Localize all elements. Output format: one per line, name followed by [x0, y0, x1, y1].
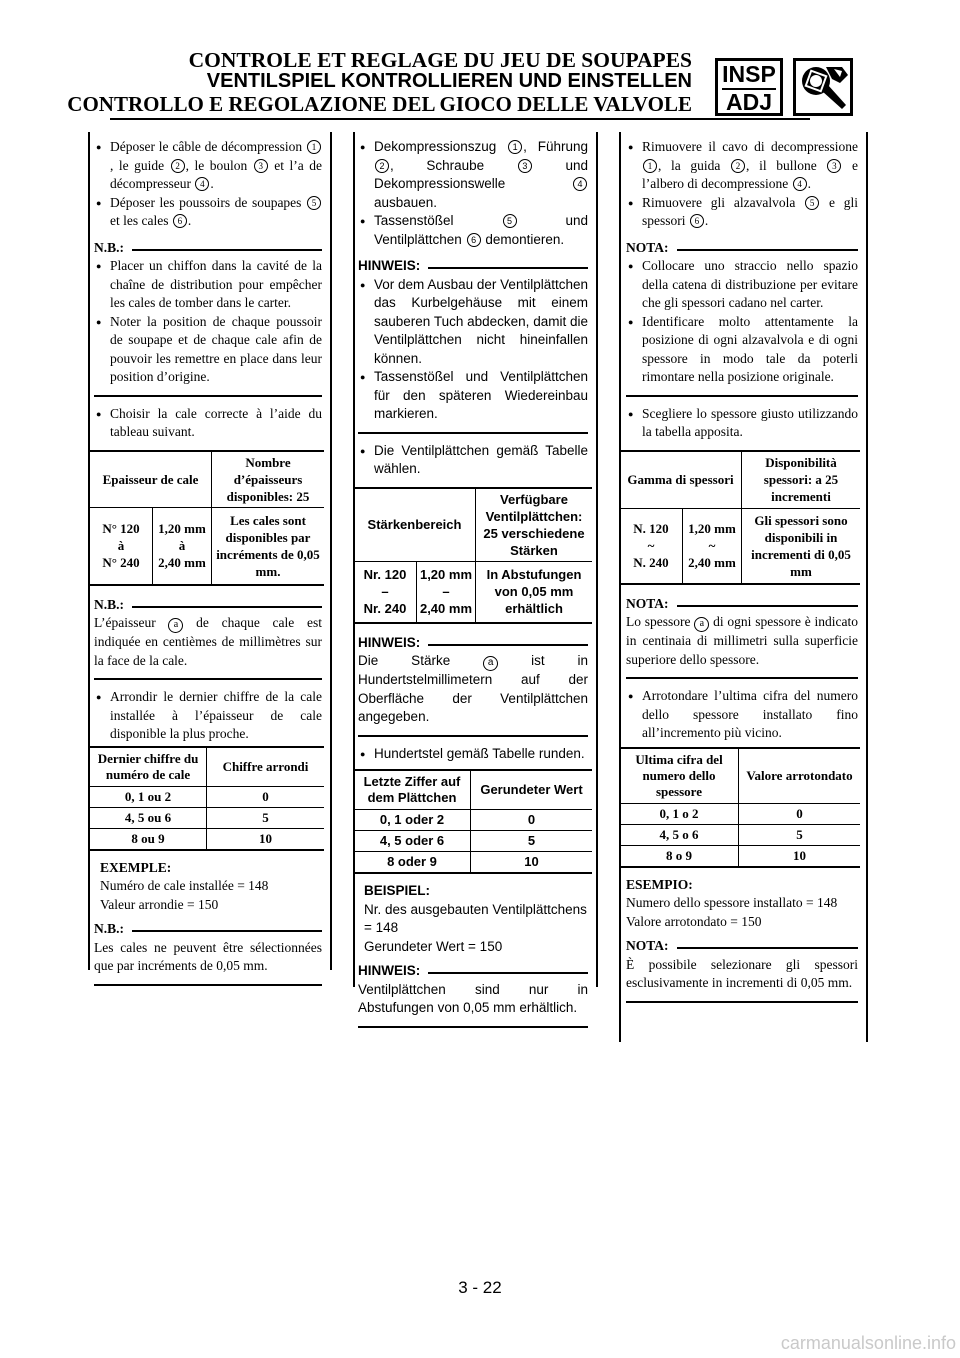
title-french: CONTROLE ET REGLAGE DU JEU DE SOUPAPES	[188, 48, 692, 72]
fr-step-3: ● Choisir la cale correcte à l’aide du tableau suivant.	[94, 405, 322, 442]
it-step-2: ● Rimuovere gli alzavalvola 5 e gli spessori 6 .	[626, 194, 858, 231]
fr-note-2-text: L’épaisseur a de chaque cale est indiquée en centièmes de millimètres sur la face de la cale.	[94, 615, 322, 668]
fr-rounding-header-2: Chiffre arrondi	[207, 747, 325, 787]
de-note-2-end-rule	[358, 735, 588, 737]
de-note-2-heading: HINWEIS:	[358, 634, 588, 653]
callout-6: 6	[173, 214, 187, 228]
it-note-3-heading: NOTA:	[626, 937, 858, 956]
de-shim-range: Nr. 120 – Nr. 240	[354, 561, 417, 623]
fr-note-3-heading: N.B.:	[94, 920, 322, 939]
it-note-1-item-1: ● Collocare uno straccio nello spazio della catena di distribuzione per evitare che gli spessori cadano nel carter.	[626, 257, 858, 313]
fr-rounding-table	[90, 746, 324, 851]
de-step-3: ● Die Ventilplättchen gemäß Tabelle wählen.	[358, 442, 588, 479]
callout-1: 1	[307, 140, 321, 154]
fr-example: EXEMPLE: Numéro de cale installée = 148 Valeur arrondie = 150	[100, 859, 269, 912]
fr-shim-table-header-1: Epaisseur de cale	[90, 451, 212, 508]
it-note-1-heading: NOTA:	[626, 239, 858, 258]
column-french	[94, 138, 322, 994]
fr-note-1-end-rule	[94, 395, 322, 397]
title-italian: CONTROLLO E REGOLAZIONE DEL GIOCO DELLE VALVOLE	[67, 92, 692, 116]
de-shim-table	[354, 487, 592, 624]
fr-shim-thickness: 1,20 mm à 2,40 mm	[153, 507, 212, 585]
callout-3: 3	[254, 159, 268, 173]
col1-right-rule	[330, 132, 332, 970]
fr-note-2-heading: N.B.:	[94, 596, 322, 615]
it-note-3-end-rule	[626, 1001, 858, 1003]
it-rounding-table	[620, 747, 860, 868]
col3-left-rule	[619, 132, 621, 1042]
it-note-2-end-rule	[626, 677, 858, 679]
table-row: 8 o 9 10	[620, 845, 860, 867]
header-rule	[110, 118, 810, 120]
de-note-1-item-1: ● Vor dem Ausbau der Ventilplättchen das Kurbelgehäuse mit einem sauberen Tuch abdecken, damit die Ventilplättchen nicht hineinfallen können.	[358, 276, 588, 369]
page-number: 3 - 22	[458, 1278, 502, 1297]
de-note-1-item-2: ● Tassenstößel und Ventilplättchen für den späteren Wiedereinbau markieren.	[358, 368, 588, 424]
de-shim-table-header-2: Verfügbare Ventilplättchen: 25 verschiedene Stärken	[476, 488, 593, 562]
it-note-2-heading: NOTA:	[626, 595, 858, 614]
title-german: VENTILSPIEL KONTROLLIEREN UND EINSTELLEN	[206, 70, 692, 92]
it-note-1-end-rule	[626, 395, 858, 397]
page-header	[0, 0, 960, 130]
de-step-4: ● Hundertstel gemäß Tabelle runden.	[358, 745, 588, 764]
callout-4: 4	[195, 177, 209, 191]
fr-note-1-item-1: ● Placer un chiffon dans la cavité de la chaîne de distribution pour empêcher les cales de tomber dans le carter.	[94, 257, 322, 313]
fr-step-1: ● Déposer le câble de décompression 1, le guide 2 , le boulon 3 et l’a de décompresseur 4 .	[94, 138, 322, 194]
fr-shim-table	[90, 450, 324, 586]
it-step-4: ● Arrotondare l’ultima cifra del numero dello spessore installato fino all’incremento più vicino.	[626, 687, 858, 743]
table-row: 4, 5 oder 6 5	[354, 831, 592, 852]
it-note-2-text: Lo spessore a di ogni spessore è indicato in centinaia di millimetri sulla superficie superiore dello spessore.	[626, 614, 858, 667]
de-shim-table-header-1: Stärkenbereich	[354, 488, 476, 562]
de-step-2: ● Tassenstößel 5 und Ventilplättchen 6 demontieren.	[358, 212, 588, 249]
it-note-1-item-2: ● Identificare molto attentamente la posizione di ogni alzavalvola e di ogni spessore in modo tale da poterli rimontare nella posizione originale.	[626, 313, 858, 387]
fr-shim-increments: Les cales sont disponibles par incréments de 0,05 mm.	[212, 507, 325, 585]
it-rounding-header-2: Valore arrotondato	[739, 748, 861, 804]
table-row: 8 oder 9 10	[354, 852, 592, 874]
de-note-3-text: Ventilplättchen sind nur in Abstufungen von 0,05 mm erhältlich.	[358, 981, 588, 1015]
fr-step-2: ● Déposer les poussoirs de soupapes 5 et les cales 6 .	[94, 194, 322, 231]
fr-note-3-text: Les cales ne peuvent être sélectionnées que par incréments de 0,05 mm.	[94, 939, 322, 973]
it-shim-range: N. 120 ~ N. 240	[620, 508, 683, 584]
it-rounding-header-1: Ultima cifra del numero dello spessore	[620, 748, 739, 804]
de-rounding-header-2: Gerundeter Wert	[471, 770, 593, 810]
insp-adj-badge	[715, 58, 783, 116]
it-shim-thickness: 1,20 mm ~ 2,40 mm	[683, 508, 742, 584]
it-shim-table-header-2: Disponibilità spessori: a 25 incrementi	[742, 451, 861, 509]
wrench-and-socket-icon	[793, 58, 853, 116]
it-step-3: ● Scegliere lo spessore giusto utilizzando la tabella apposita.	[626, 405, 858, 442]
table-row: 0, 1 oder 2 0	[354, 810, 592, 831]
col3-right-rule	[866, 132, 868, 1042]
fr-note-1-item-2: ● Noter la position de chaque poussoir de soupape et de chaque cale afin de pouvoir les remettre en place dans leur position d’origine.	[94, 313, 322, 387]
de-note-1-end-rule	[358, 432, 588, 434]
table-row: 4, 5 o 6 5	[620, 824, 860, 845]
de-rounding-table	[354, 769, 592, 874]
badge-insp: INSP	[722, 61, 776, 90]
it-shim-table	[620, 450, 860, 585]
de-note-3-end-rule	[358, 1026, 588, 1028]
it-shim-increments: Gli spessori sono disponibili in incrementi di 0,05 mm	[742, 508, 861, 584]
fr-step-4: ● Arrondir le dernier chiffre de la cale installée à l’épaisseur de cale disponible la plus proche.	[94, 688, 322, 744]
col2-right-rule	[596, 132, 598, 987]
table-row: 4, 5 ou 6 5	[90, 807, 324, 828]
badge-adj: ADJ	[725, 89, 772, 115]
it-shim-table-header-1: Gamma di spessori	[620, 451, 742, 509]
de-note-1-heading: HINWEIS:	[358, 257, 588, 276]
fr-note-1-heading: N.B.:	[94, 239, 322, 258]
column-italian	[626, 138, 858, 1011]
fr-note-3-end-rule	[94, 984, 322, 986]
de-shim-increments: In Abstufungen von 0,05 mm erhältlich	[476, 561, 593, 623]
de-shim-thickness: 1,20 mm – 2,40 mm	[417, 561, 476, 623]
de-example: BEISPIEL: Nr. des ausgebauten Ventilplättchens = 148 Gerundeter Wert = 150	[364, 883, 587, 954]
fr-shim-range: N° 120 à N° 240	[90, 507, 153, 585]
de-step-1: ● Dekompressionszug 1 , Führung 2 , Schraube 3 und Dekompressionswelle 4 ausbauen.	[358, 138, 588, 212]
de-note-3-heading: HINWEIS:	[358, 962, 588, 981]
callout-5: 5	[307, 196, 321, 210]
fr-shim-table-header-2: Nombre d’épaisseurs disponibles: 25	[212, 451, 325, 508]
watermark: carmanualsonline.info	[780, 1333, 956, 1353]
de-note-2-text: Die Stärke a ist in Hundertstelmillimetern auf der Oberfläche der Ventilplättchen angegeben.	[358, 653, 589, 724]
it-note-3-text: È possibile selezionare gli spessori esclusivamente in incrementi di 0,05 mm.	[626, 956, 858, 990]
fr-rounding-header-1: Dernier chiffre du numéro de cale	[90, 747, 207, 787]
table-row: 0, 1 o 2 0	[620, 803, 860, 824]
table-row: 0, 1 ou 2 0	[90, 786, 324, 807]
callout-2: 2	[171, 159, 185, 173]
callout-a: a	[168, 618, 183, 633]
column-german	[358, 138, 588, 1036]
fr-note-2-end-rule	[94, 678, 322, 680]
it-step-1: ● Rimuovere il cavo di decompressione 1 , la guida 2 , il bullone 3 e l’albero di decompressione 4 .	[626, 138, 858, 194]
table-row: 8 ou 9 10	[90, 828, 324, 850]
it-example: ESEMPIO: Numero dello spessore installato = 148 Valore arrotondato = 150	[626, 876, 838, 929]
de-rounding-header-1: Letzte Ziffer auf dem Plättchen	[354, 770, 471, 810]
